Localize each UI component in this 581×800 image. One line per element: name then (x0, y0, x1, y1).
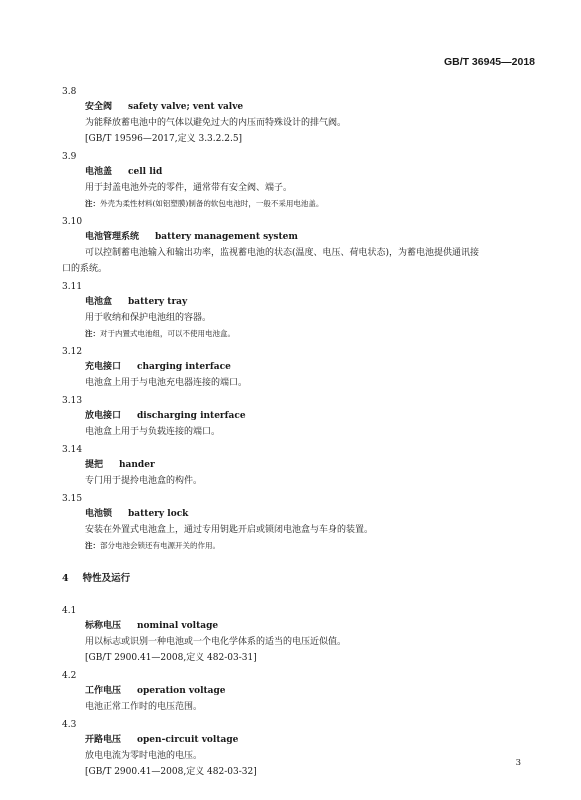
term-chinese: 标称电压 (85, 621, 122, 631)
definition: 用于收纳和保护电池组的容器。 (85, 313, 212, 323)
entry-body (62, 99, 532, 147)
term-entry (62, 280, 532, 342)
entry-number: 3.13 (62, 396, 83, 406)
entry-number: 3.11 (62, 282, 83, 292)
entry-body (62, 229, 532, 277)
term-entry (62, 443, 532, 489)
note-text: 对于内置式电池组，可以不使用电池盒。 (100, 329, 235, 338)
term-heading (85, 457, 532, 473)
note-label: 注： (85, 541, 100, 550)
source-reference: [GB/T 19596—2017,定义 3.3.2.2.5] (85, 134, 243, 144)
entry-body (62, 294, 532, 342)
term-entry (62, 492, 532, 554)
chapter-number: 4 (62, 573, 69, 584)
entry-number: 3.14 (62, 445, 83, 455)
term-english: safety valve; vent valve (128, 102, 244, 112)
definition: 电池盒上用于与电池充电器连接的端口。 (85, 378, 248, 388)
term-entry (62, 85, 532, 147)
definition: 安装在外置式电池盒上，通过专用钥匙开启或锁闭电池盒与车身的装置。 (85, 525, 374, 535)
term-chinese: 电池盒 (85, 297, 113, 307)
note (85, 326, 532, 342)
definition: 用于封盖电池外壳的零件，通常带有安全阀、端子。 (85, 183, 293, 193)
term-entry (62, 150, 532, 212)
term-english: battery tray (128, 297, 188, 307)
terms-section-3 (62, 85, 532, 554)
term-chinese: 电池锁 (85, 509, 113, 519)
entry-body (62, 683, 532, 715)
entry-number: 3.12 (62, 347, 83, 357)
term-entry (62, 669, 532, 715)
term-heading (85, 683, 532, 699)
entry-number: 3.10 (62, 217, 83, 227)
term-english: hander (119, 460, 155, 470)
entry-number: 4.1 (62, 606, 77, 616)
entry-number: 3.8 (62, 87, 77, 97)
definition: 专门用于提拎电池盒的构件。 (85, 476, 203, 486)
entry-body (62, 164, 532, 212)
definition: 电池正常工作时的电压范围。 (85, 702, 203, 712)
entry-body (62, 732, 532, 780)
definition: 可以控制蓄电池输入和输出功率，监视蓄电池的状态(温度、电压、荷电状态)，为蓄电池提供通讯接 (85, 248, 480, 258)
entry-number: 3.9 (62, 152, 77, 162)
entry-body (62, 359, 532, 391)
entry-number: 4.2 (62, 671, 77, 681)
term-english: open-circuit voltage (137, 735, 239, 745)
entry-body (62, 408, 532, 440)
term-entry (62, 604, 532, 666)
term-heading (85, 99, 532, 115)
entry-number: 3.15 (62, 494, 83, 504)
definition: 为能释放蓄电池中的气体以避免过大的内压而特殊设计的排气阀。 (85, 118, 347, 128)
entry-number: 4.3 (62, 720, 77, 730)
term-heading (85, 229, 532, 245)
note-text: 外壳为柔性材料(如铝塑膜)制备的软包电池时，一般不采用电池盖。 (100, 199, 324, 208)
entry-body (62, 457, 532, 489)
term-english: battery management system (155, 232, 298, 242)
note-label: 注： (85, 199, 100, 208)
note-text: 部分电池会锁还有电源开关的作用。 (100, 541, 220, 550)
term-heading (85, 506, 532, 522)
term-entry (62, 215, 532, 277)
definition-continuation: 口的系统。 (62, 264, 108, 274)
term-chinese: 放电接口 (85, 411, 122, 421)
term-english: charging interface (137, 362, 231, 372)
term-entry (62, 345, 532, 391)
term-chinese: 工作电压 (85, 686, 122, 696)
entry-body (62, 618, 532, 666)
term-english: discharging interface (137, 411, 246, 421)
page-number: 3 (515, 758, 521, 768)
term-english: battery lock (128, 509, 189, 519)
term-chinese: 开路电压 (85, 735, 122, 745)
term-english: operation voltage (137, 686, 226, 696)
term-heading (85, 618, 532, 634)
term-english: cell lid (128, 167, 163, 177)
definition: 放电电流为零时电池的电压。 (85, 751, 203, 761)
source-reference: [GB/T 2900.41—2008,定义 482-03-31] (85, 653, 257, 663)
term-entry (62, 718, 532, 780)
term-heading (85, 359, 532, 375)
definition: 电池盒上用于与负载连接的端口。 (85, 427, 221, 437)
chapter-heading (62, 570, 532, 584)
chapter-title: 特性及运行 (82, 573, 131, 584)
term-chinese: 充电接口 (85, 362, 122, 372)
term-heading (85, 408, 532, 424)
term-heading (85, 164, 532, 180)
definition: 用以标志或识别一种电池或一个电化学体系的适当的电压近似值。 (85, 637, 347, 647)
term-entry (62, 394, 532, 440)
term-english: nominal voltage (137, 621, 219, 631)
entry-body (62, 506, 532, 554)
standard-code: GB/T 36945—2018 (443, 56, 535, 68)
term-chinese: 提把 (85, 460, 104, 470)
note-label: 注： (85, 329, 100, 338)
note (85, 538, 532, 554)
note (85, 196, 532, 212)
term-heading (85, 294, 532, 310)
term-chinese: 电池盖 (85, 167, 113, 177)
source-reference: [GB/T 2900.41—2008,定义 482-03-32] (85, 767, 257, 777)
term-chinese: 安全阀 (85, 102, 113, 112)
page-content (62, 82, 532, 780)
terms-section-4 (62, 604, 532, 780)
term-chinese: 电池管理系统 (85, 232, 140, 242)
term-heading (85, 732, 532, 748)
